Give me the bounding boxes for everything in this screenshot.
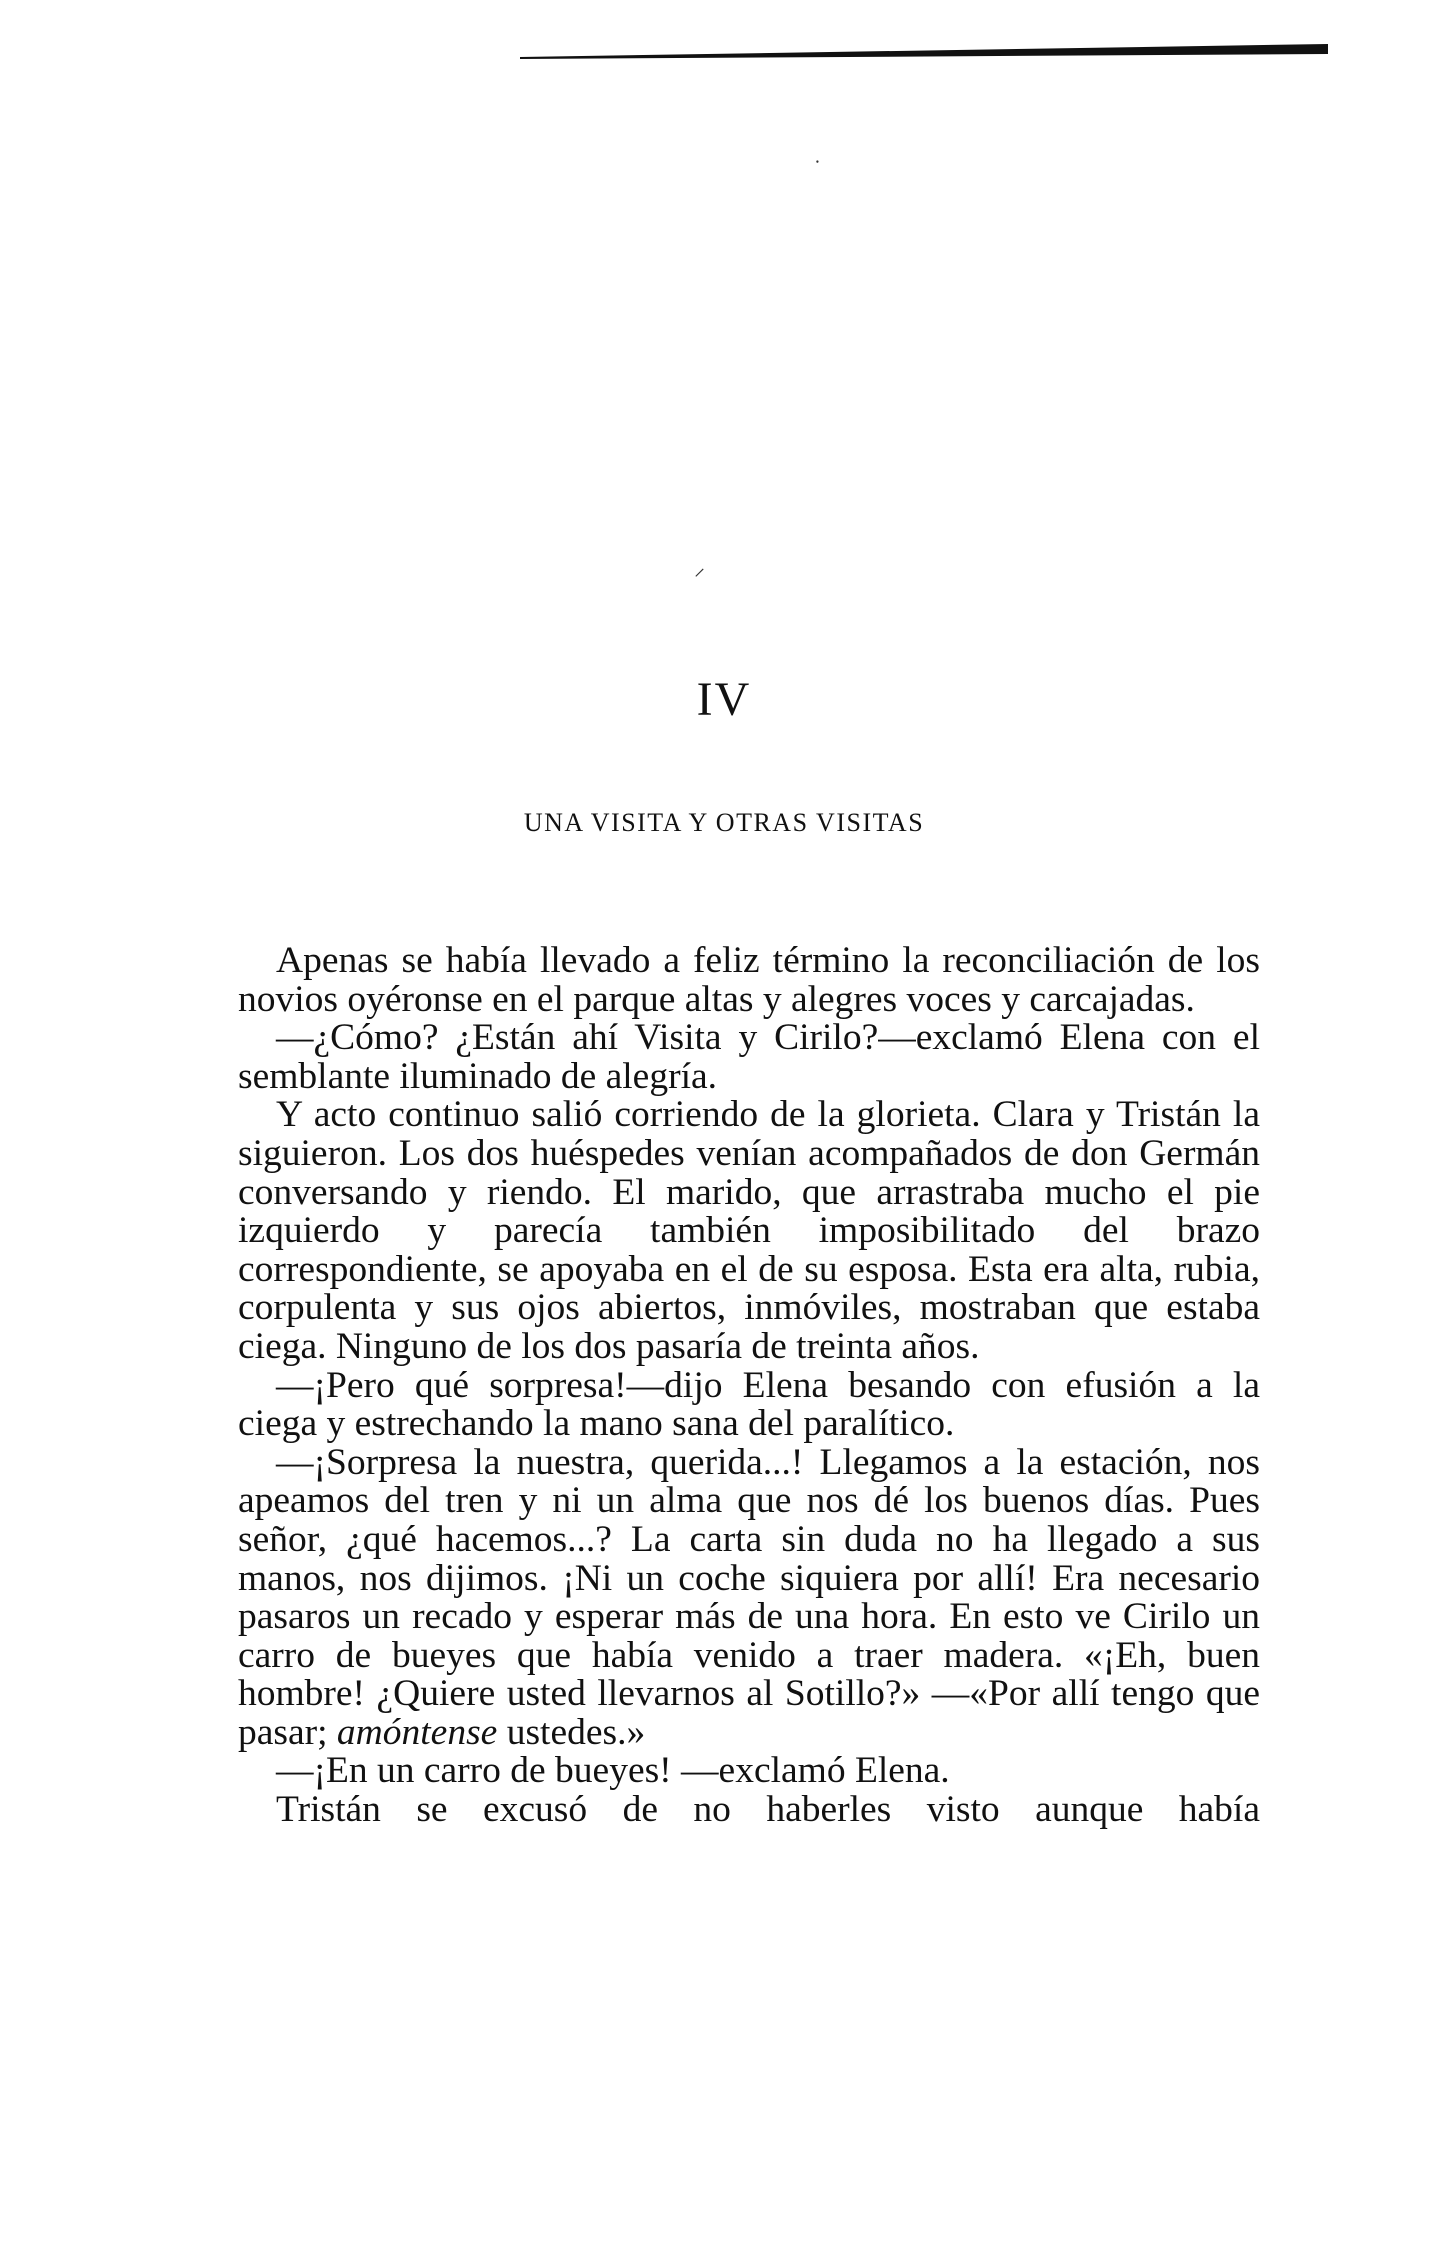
paragraph-text: ustedes.» <box>497 1711 646 1753</box>
paragraph: Y acto continuo salió corriendo de la glorieta. Clara y Tristán la siguieron. Los dos huéspedes venían acompañados de don Germán conversando y riendo. El marido, que arrastraba mucho el pie izquierdo y parecía también imposibilitado del brazo correspondiente, se apoyaba en el de su esposa. Esta era alta, rubia, corpulenta y sus ojos abiertos, inmóviles, mostraban que estaba ciega. Ninguno de los dos pasaría de treinta años. <box>238 1094 1260 1367</box>
paragraph: —¡En un carro de bueyes! —exclamó Elena. <box>276 1750 950 1792</box>
print-speck: ⸝ <box>694 556 706 581</box>
chapter-title: UNA VISITA Y OTRAS VISITAS <box>523 808 925 837</box>
chapter-number: IV <box>696 673 752 726</box>
paragraph <box>238 1441 1260 1753</box>
paragraph-text: —¡Sorpresa la nuestra, querida...! Llegamos a la estación, nos apeamos del tren y ni un alma que nos dé los buenos días. Pues señor, ¿qué hacemos...? La carta sin duda no ha llegado a sus manos, nos dijimos. ¡Ni un coche siquiera por allí! Era necesario pasaros un recado y esperar más de una hora. En esto ve Cirilo un carro de bueyes que había venido a traer madera. «¡Eh, buen hombre! ¿Quiere usted llevarnos al Sotillo?» —«Por allí tengo que pasar; <box>238 1441 1260 1753</box>
paragraph: Tristán se excusó de no haberles visto aunque había <box>276 1789 1260 1831</box>
paragraph: —¡Pero qué sorpresa!—dijo Elena besando con efusión a la ciega y estrechando la mano sana del paralítico. <box>238 1364 1260 1445</box>
paragraph: —¿Cómo? ¿Están ahí Visita y Cirilo?—exclamó Elena con el semblante iluminado de alegría. <box>238 1017 1260 1097</box>
print-speck: ⸱ <box>815 152 820 173</box>
body-text <box>238 942 1260 1830</box>
top-rule <box>520 42 1328 60</box>
paragraph: Apenas se había llevado a feliz término la reconciliación de los novios oyéronse en el parque altas y alegres voces y carcajadas. <box>238 940 1260 1020</box>
italic-word: amóntense <box>336 1711 498 1753</box>
